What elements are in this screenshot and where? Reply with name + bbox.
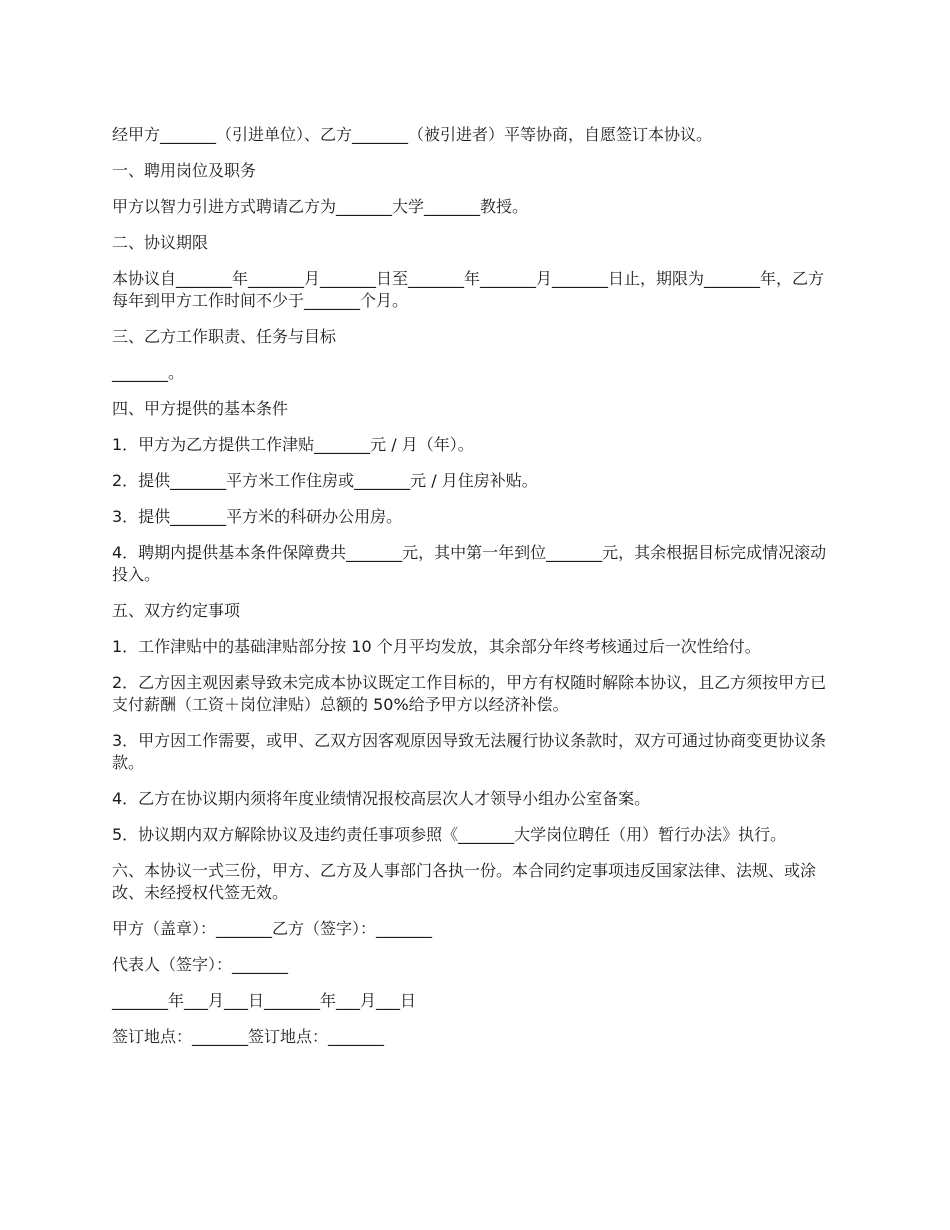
signature-line-locations: 签订地点：_______签订地点：_______ xyxy=(112,1027,385,1046)
agreement-item-4: 4．乙方在协议期内须将年度业绩情况报校高层次人才领导小组办公室备案。 xyxy=(112,789,651,808)
section-heading-agreements: 五、双方约定事项 xyxy=(112,601,241,620)
duties-paragraph: _______。 xyxy=(112,363,185,382)
agreement-body xyxy=(112,124,832,1062)
section-heading-duties: 三、乙方工作职责、任务与目标 xyxy=(112,327,337,346)
agreement-item-5: 5．协议期内双方解除协议及违约责任事项参照《_______大学岗位聘任（用）暂行办法》执行。 xyxy=(112,825,787,844)
agreement-item-3: 3．甲方因工作需要，或甲、乙双方因客观原因导致无法履行协议条款时，双方可通过协商变更协议条款。 xyxy=(112,731,827,772)
agreement-item-2: 2．乙方因主观因素导致未完成本协议既定工作目标的，甲方有权随时解除本协议，且乙方须按甲方已支付薪酬（工资＋岗位津贴）总额的 50%给予甲方以经济补偿。 xyxy=(112,673,827,714)
condition-item-3: 3．提供_______平方米的科研办公用房。 xyxy=(112,507,403,526)
signature-line-parties: 甲方（盖章）：_______乙方（签字）：_______ xyxy=(112,919,433,938)
section-heading-term: 二、协议期限 xyxy=(112,233,209,252)
condition-item-4: 4．聘期内提供基本条件保障费共_______元，其中第一年到位_______元，其余根据目标完成情况滚动投入。 xyxy=(112,543,827,584)
signature-line-dates: _______年___月___日_______年___月___日 xyxy=(112,991,417,1010)
signature-line-representative: 代表人（签字）：_______ xyxy=(112,955,289,974)
section-heading-conditions: 四、甲方提供的基本条件 xyxy=(112,399,289,418)
section-copies: 六、本协议一式三份，甲方、乙方及人事部门各执一份。本合同约定事项违反国家法律、法规、或涂改、未经授权代签无效。 xyxy=(112,861,817,902)
term-paragraph: 本协议自_______年_______月_______日至_______年_______月_______日止，期限为_______年，乙方每年到甲方工作时间不少于_______个月。 xyxy=(112,269,825,310)
condition-item-2: 2．提供_______平方米工作住房或_______元 / 月住房补贴。 xyxy=(112,471,538,490)
condition-item-1: 1．甲方为乙方提供工作津贴_______元 / 月（年）。 xyxy=(112,435,474,454)
intro-paragraph: 经甲方_______（引进单位）、乙方_______（被引进者）平等协商，自愿签订本协议。 xyxy=(112,125,713,144)
position-paragraph: 甲方以智力引进方式聘请乙方为_______大学_______教授。 xyxy=(112,197,529,216)
section-heading-position: 一、聘用岗位及职务 xyxy=(112,161,257,180)
agreement-item-1: 1．工作津贴中的基础津贴部分按 10 个月平均发放，其余部分年终考核通过后一次性给付。 xyxy=(112,637,761,656)
